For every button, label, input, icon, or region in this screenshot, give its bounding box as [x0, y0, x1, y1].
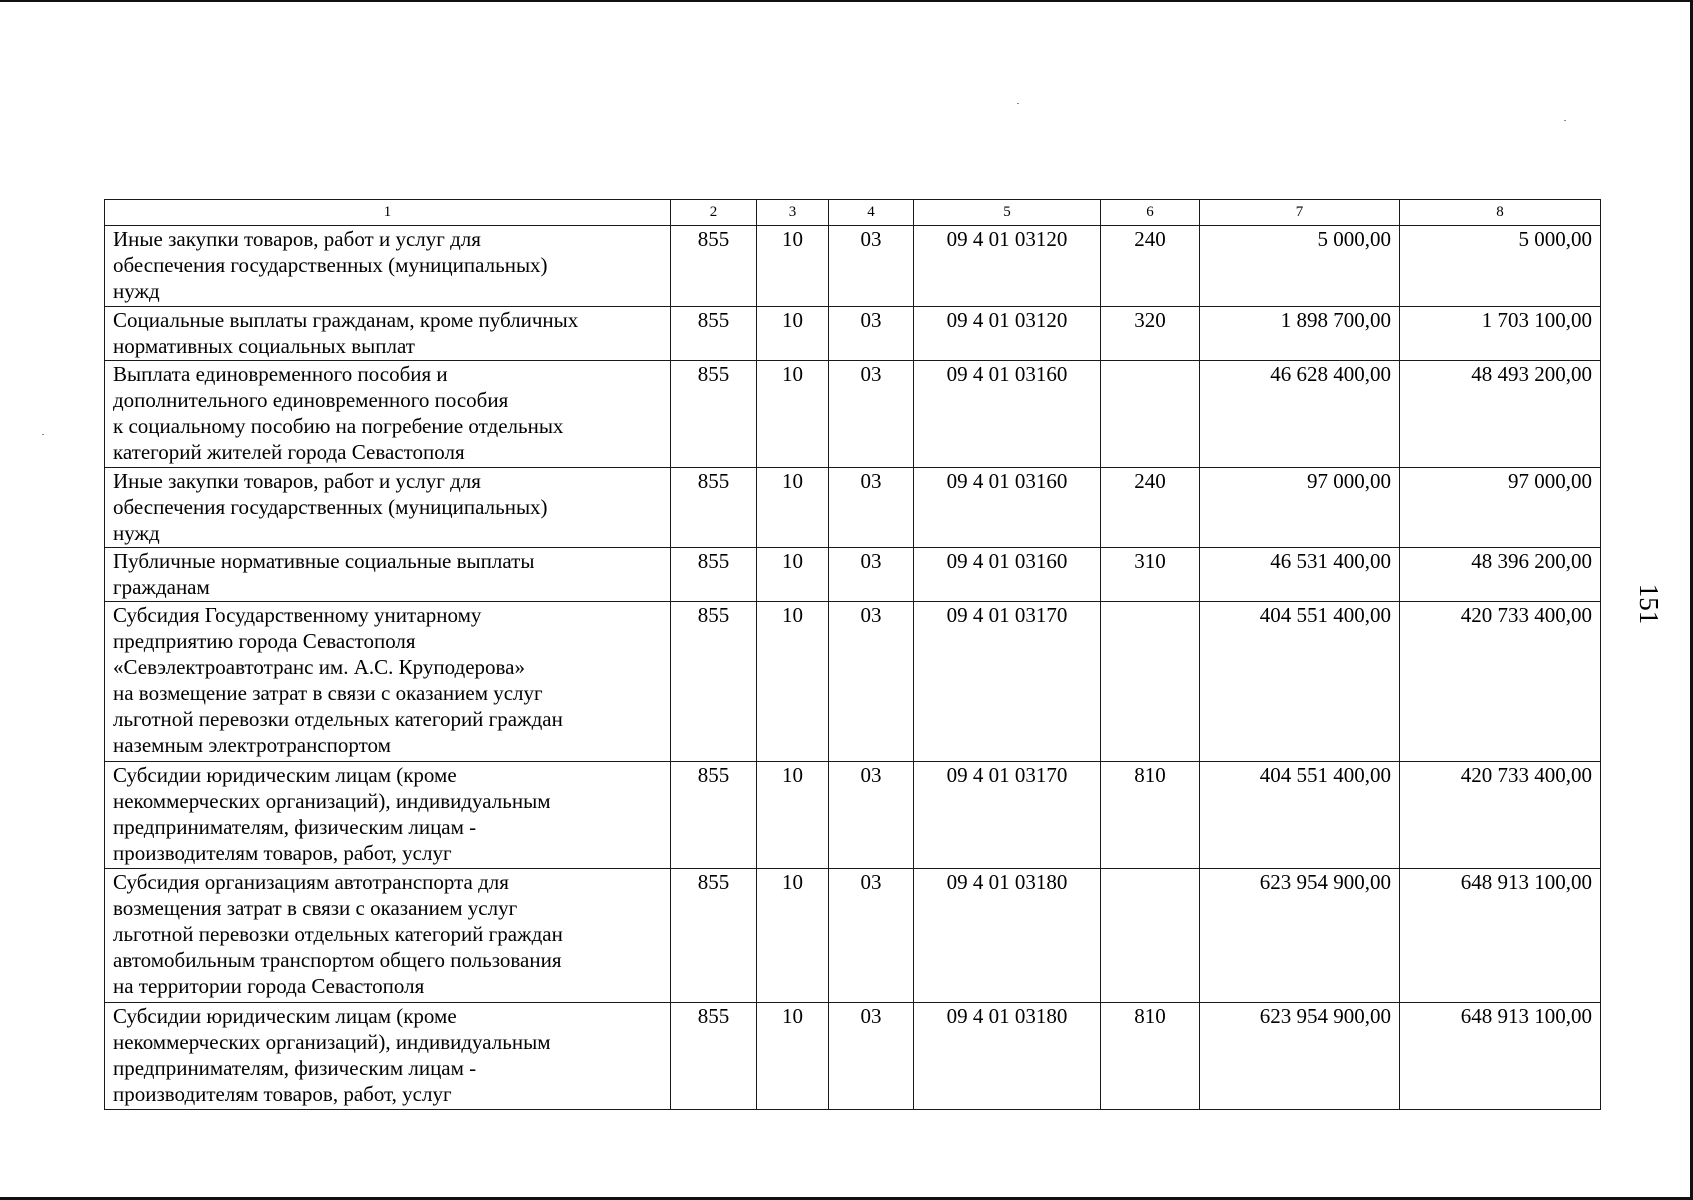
amount-year2-cell: 5 000,00 — [1400, 226, 1601, 307]
row-name-cell: Публичные нормативные социальные выплаты гражданам — [105, 548, 671, 602]
amount-year2-cell: 648 913 100,00 — [1400, 1002, 1601, 1109]
amount-year1-cell: 1 898 700,00 — [1200, 306, 1400, 360]
column-header-8: 8 — [1400, 200, 1601, 226]
table-row — [105, 1002, 1601, 1109]
table-header-row — [105, 200, 1601, 226]
target-article-cell: 09 4 01 03170 — [914, 602, 1101, 762]
row-name-cell: Субсидия организациям автотранспорта для возмещения затрат в связи с оказанием услуг льготной перевозки отдельных категорий граждан автомобильным транспортом общего пользования на территории города Севастополя — [105, 869, 671, 1003]
section-code-cell: 10 — [757, 869, 829, 1003]
expense-type-cell — [1101, 602, 1200, 762]
amount-year1-cell: 623 954 900,00 — [1200, 1002, 1400, 1109]
expense-type-cell: 810 — [1101, 1002, 1200, 1109]
column-header-2: 2 — [671, 200, 757, 226]
column-header-1: 1 — [105, 200, 671, 226]
table-body — [105, 226, 1601, 1110]
table-row — [105, 226, 1601, 307]
row-name-cell: Субсидия Государственному унитарному предприятию города Севастополя «Севэлектроавтотранс им. А.С. Круподерова» на возмещение затрат в связи с оказанием услуг льготной перевозки отдельных категорий граждан наземным электротранспортом — [105, 602, 671, 762]
subsection-code-cell: 03 — [829, 306, 914, 360]
amount-year2-cell: 420 733 400,00 — [1400, 602, 1601, 762]
amount-year2-cell: 1 703 100,00 — [1400, 306, 1601, 360]
section-code-cell: 10 — [757, 306, 829, 360]
target-article-cell: 09 4 01 03120 — [914, 226, 1101, 307]
row-name-cell: Иные закупки товаров, работ и услуг для обеспечения государственных (муниципальных) нужд — [105, 467, 671, 548]
section-code-cell: 10 — [757, 548, 829, 602]
page-number: 151 — [1634, 583, 1664, 625]
row-name-cell: Социальные выплаты гражданам, кроме публичных нормативных социальных выплат — [105, 306, 671, 360]
column-header-5: 5 — [914, 200, 1101, 226]
section-code-cell: 10 — [757, 360, 829, 467]
amount-year1-cell: 404 551 400,00 — [1200, 602, 1400, 762]
table-row — [105, 869, 1601, 1003]
scan-speck — [42, 434, 44, 435]
column-header-3: 3 — [757, 200, 829, 226]
section-code-cell: 10 — [757, 762, 829, 869]
section-code-cell: 10 — [757, 602, 829, 762]
subsection-code-cell: 03 — [829, 467, 914, 548]
ministry-code-cell: 855 — [671, 467, 757, 548]
amount-year2-cell: 648 913 100,00 — [1400, 869, 1601, 1003]
ministry-code-cell: 855 — [671, 602, 757, 762]
ministry-code-cell: 855 — [671, 360, 757, 467]
expense-type-cell: 240 — [1101, 226, 1200, 307]
table-row — [105, 762, 1601, 869]
section-code-cell: 10 — [757, 1002, 829, 1109]
expense-type-cell: 310 — [1101, 548, 1200, 602]
budget-table — [104, 199, 1601, 1110]
column-header-7: 7 — [1200, 200, 1400, 226]
ministry-code-cell: 855 — [671, 306, 757, 360]
subsection-code-cell: 03 — [829, 762, 914, 869]
expense-type-cell — [1101, 869, 1200, 1003]
subsection-code-cell: 03 — [829, 548, 914, 602]
ministry-code-cell: 855 — [671, 869, 757, 1003]
row-name-cell: Субсидии юридическим лицам (кроме некоммерческих организаций), индивидуальным предпринимателям, физическим лицам - производителям товаров, работ, услуг — [105, 1002, 671, 1109]
table-row — [105, 467, 1601, 548]
table-row — [105, 306, 1601, 360]
scan-speck — [1564, 120, 1566, 121]
amount-year2-cell: 420 733 400,00 — [1400, 762, 1601, 869]
ministry-code-cell: 855 — [671, 762, 757, 869]
section-code-cell: 10 — [757, 467, 829, 548]
target-article-cell: 09 4 01 03180 — [914, 869, 1101, 1003]
amount-year1-cell: 46 531 400,00 — [1200, 548, 1400, 602]
target-article-cell: 09 4 01 03160 — [914, 548, 1101, 602]
target-article-cell: 09 4 01 03180 — [914, 1002, 1101, 1109]
row-name-cell: Выплата единовременного пособия и дополнительного единовременного пособия к социальному пособию на погребение отдельных категорий жителей города Севастополя — [105, 360, 671, 467]
table-row — [105, 602, 1601, 762]
section-code-cell: 10 — [757, 226, 829, 307]
amount-year1-cell: 97 000,00 — [1200, 467, 1400, 548]
amount-year1-cell: 404 551 400,00 — [1200, 762, 1400, 869]
table-row — [105, 360, 1601, 467]
expense-type-cell: 240 — [1101, 467, 1200, 548]
column-header-4: 4 — [829, 200, 914, 226]
ministry-code-cell: 855 — [671, 226, 757, 307]
expense-type-cell: 810 — [1101, 762, 1200, 869]
amount-year1-cell: 46 628 400,00 — [1200, 360, 1400, 467]
ministry-code-cell: 855 — [671, 1002, 757, 1109]
row-name-cell: Субсидии юридическим лицам (кроме некоммерческих организаций), индивидуальным предпринимателям, физическим лицам - производителям товаров, работ, услуг — [105, 762, 671, 869]
target-article-cell: 09 4 01 03120 — [914, 306, 1101, 360]
amount-year2-cell: 48 493 200,00 — [1400, 360, 1601, 467]
target-article-cell: 09 4 01 03160 — [914, 467, 1101, 548]
subsection-code-cell: 03 — [829, 360, 914, 467]
row-name-cell: Иные закупки товаров, работ и услуг для обеспечения государственных (муниципальных) нужд — [105, 226, 671, 307]
subsection-code-cell: 03 — [829, 226, 914, 307]
amount-year1-cell: 623 954 900,00 — [1200, 869, 1400, 1003]
amount-year2-cell: 97 000,00 — [1400, 467, 1601, 548]
column-header-6: 6 — [1101, 200, 1200, 226]
scan-speck — [1017, 103, 1019, 104]
target-article-cell: 09 4 01 03160 — [914, 360, 1101, 467]
amount-year2-cell: 48 396 200,00 — [1400, 548, 1601, 602]
expense-type-cell — [1101, 360, 1200, 467]
ministry-code-cell: 855 — [671, 548, 757, 602]
subsection-code-cell: 03 — [829, 869, 914, 1003]
table-row — [105, 548, 1601, 602]
subsection-code-cell: 03 — [829, 602, 914, 762]
target-article-cell: 09 4 01 03170 — [914, 762, 1101, 869]
subsection-code-cell: 03 — [829, 1002, 914, 1109]
amount-year1-cell: 5 000,00 — [1200, 226, 1400, 307]
expense-type-cell: 320 — [1101, 306, 1200, 360]
